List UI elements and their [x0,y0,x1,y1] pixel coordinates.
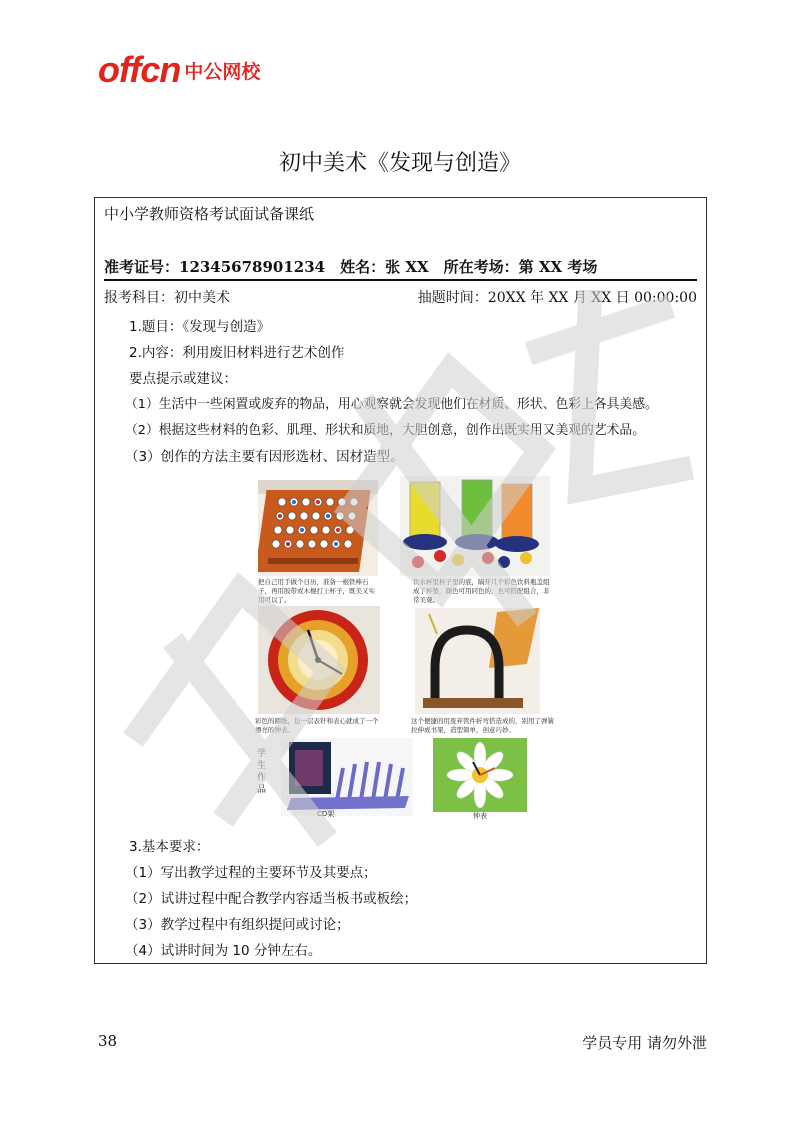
clock-caption: 彩色的圆纸，包一层表针和表心就成了一个漂亮的钟表。 [255,717,379,734]
calendar-caption: 把自己用手做个日历，准备一根铁棒石子，再用胶带或木棍打上杯子，既美又实用可以了。 [258,578,375,604]
logo-text-cn: 中公网校 [184,60,261,83]
subject-label: 报考科目：初中美术 [104,290,230,306]
draw-time: 抽题时间：20XX 年 XX 月 XX 日 00:00:00 [417,290,697,306]
requirement-item: （3）教学过程中有组织提问或讨论； [125,917,350,933]
student-works-label: 学生作品 [257,749,267,795]
question-2: 2.内容：利用废旧材料进行艺术创作 [129,345,345,361]
prep-sheet [94,197,707,964]
subject-row [104,287,697,307]
offcn-logo [98,50,260,90]
question-1: 1.题目：《发现与创造》 [129,319,271,335]
cups-caption: 饮水杯里杯子里的底，隔开几个彩色饮料瓶盖组成了杯垫，颜色可用同色的，也可搭配组合，非常美观。 [413,578,550,604]
flower-clock-caption: 钟表 [473,812,487,820]
hint-item: （3）创作的方法主要有因形选材、因材造型。 [125,449,404,465]
hint-item: （1）生活中一些闲置或废弃的物品，用心观察就会发现他们在材质、形状、色彩上各具美感。 [125,397,658,412]
requirement-item: （4）试讲时间为 10 分钟左右。 [125,943,322,959]
divider [104,279,697,281]
hint-item: （2）根据这些材料的色彩、肌理、形状和质地，大胆创意，创作出既实用又美观的艺术品。 [125,423,646,438]
sheet-header: 中小学教师资格考试面试备课纸 [104,205,315,223]
page-number: 38 [98,1032,118,1050]
cd-rack-caption: CD架 [317,810,335,818]
footer-note: 学员专用 请勿外泄 [582,1034,707,1052]
hints-label: 要点提示或建议： [129,371,237,387]
requirement-item: （2）试讲过程中配合教学内容适当板书或板绘； [125,891,418,907]
clock-photo [258,606,380,714]
calendar-photo [258,480,378,576]
page-title: 初中美术《发现与创造》 [278,151,521,176]
cd-rack-photo [281,738,413,816]
requirement-item: （1）写出教学过程的主要环节及其要点； [125,865,377,881]
holder-caption: 这个便捷的用废弃管件折弯搭造成的，别用了弹簧拉伸成书架，造型简单，创意巧妙。 [411,717,554,734]
flower-clock-photo [433,738,527,812]
question-3: 3.基本要求： [129,839,210,855]
holder-photo [415,608,540,714]
candidate-info: 准考证号：12345678901234 姓名：张 XX 所在考场：第 XX 考场 [104,258,598,276]
logo-text-en: offcn [98,49,181,90]
cups-photo [400,476,550,576]
